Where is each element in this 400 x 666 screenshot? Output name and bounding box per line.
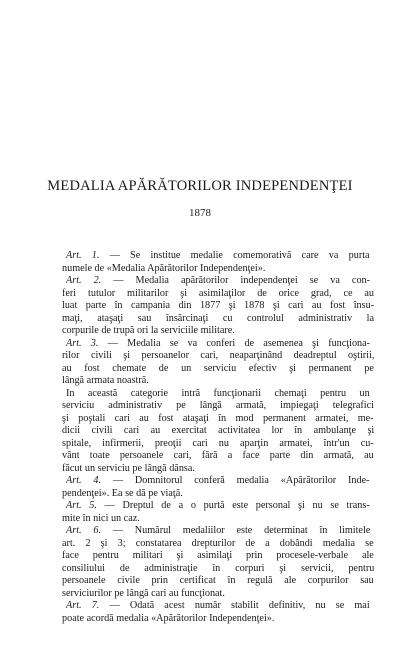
body-line: [62, 263, 374, 276]
body-line: [62, 588, 374, 601]
body-line: [62, 613, 374, 626]
line-text: dicii civili cari au exercitat activitatea lor în ambulanţe şi: [62, 425, 374, 436]
line-text: — Dreptul de a o purtă este personal şi nu se trans-: [96, 500, 370, 511]
body-line: [62, 400, 374, 413]
document-body: [62, 250, 374, 625]
line-text: feri tutulor militarilor şi asimilaţilor de orice grad, ce au: [62, 287, 374, 299]
body-line: [62, 475, 374, 488]
article-label: Art. 4.: [66, 475, 102, 486]
body-line: [62, 463, 374, 476]
body-line: [62, 350, 374, 363]
body-line: [62, 550, 374, 563]
line-text: — Domnitorul conferă medalia «Apărătorilor Inde-: [101, 475, 370, 486]
article-label: Art. 7.: [66, 600, 100, 611]
body-line: [62, 425, 374, 438]
body-line: [62, 500, 374, 513]
article-label: Art. 6.: [66, 525, 102, 536]
line-text: pendenţei». Ea se dă pe viaţă.: [62, 487, 183, 499]
body-line: [62, 538, 374, 551]
body-line: [62, 450, 374, 463]
body-line: [62, 513, 374, 526]
body-line: [62, 363, 374, 376]
line-text: — Medalia se va conferi de asemenea şi funcţiona-: [98, 337, 371, 349]
body-line: [62, 488, 374, 501]
document-title: MEDALIA APĂRĂTORILOR INDEPENDENŢEI: [47, 178, 353, 194]
line-text: şi poştali cari au fost ataşaţi în mod permanent armatei, me-: [62, 412, 374, 424]
body-line: [62, 275, 374, 288]
line-text: serviciurilor pe lângă cari au funcţionat.: [62, 587, 225, 599]
line-text: rilor civili şi persoanelor cari, neaparţinând deadreptul oştirii,: [62, 350, 374, 361]
body-line: [62, 313, 374, 326]
line-text: In această categorie intră funcţionarii chemaţi pentru un: [66, 387, 370, 399]
body-line: [62, 413, 374, 426]
line-text: face pentru militari şi asimilaţi prin procesele-verbale ale: [62, 550, 374, 561]
line-text: au fost chemate de un serviciu efectiv şi permanent pe: [62, 362, 374, 374]
line-text: — Odată acest număr stabilit definitiv, nu se mai: [99, 600, 370, 611]
body-line: [62, 338, 374, 351]
line-text: mite în nici un caz.: [62, 512, 140, 524]
body-line: [62, 325, 374, 338]
line-text: vânt toate persoanele cari, fără a face parte din armată, au: [62, 450, 374, 461]
line-text: luat parte în campania din 1877 şi 1878 şi cari au fost însu-: [62, 300, 374, 311]
line-text: — Se institue medalie comemorativă care va purta: [99, 250, 370, 261]
document-year: 1878: [189, 207, 211, 219]
article-label: Art. 1.: [66, 250, 100, 261]
body-line: [62, 525, 374, 538]
body-line: [62, 250, 374, 263]
body-line: [62, 300, 374, 313]
body-line: [62, 388, 374, 401]
body-line: [62, 375, 374, 388]
line-text: poate acordă medalia «Apărătorilor Independenţei».: [62, 612, 275, 624]
body-line: [62, 575, 374, 588]
line-text: făcut un serviciu pe lângă dânsa.: [62, 462, 195, 474]
article-label: Art. 2.: [66, 275, 102, 286]
body-line: [62, 600, 374, 613]
article-label: Art. 5.: [66, 500, 97, 511]
line-text: — Medalia apărătorilor independenţei se va con-: [101, 275, 371, 286]
line-text: corpurile de trupă ori la serviciile militare.: [62, 325, 235, 336]
line-text: lângă armata noastră.: [62, 375, 149, 386]
body-line: [62, 288, 374, 301]
body-line: [62, 438, 374, 451]
line-text: persoanele civile prin certificat în regulă ale corpurilor sau: [62, 575, 374, 586]
line-text: spitale, infirmerii, preoţii cari nu aparţin armatei, într'un cu-: [62, 437, 374, 449]
line-text: maţi, ataşaţi sau însărcinaţi cu controlul administrativ la: [62, 312, 374, 324]
line-text: numele de «Medalia Apărătorilor Independenţei».: [62, 262, 266, 274]
line-text: consiliului de administraţie în corpuri şi servicii, pentru: [62, 562, 374, 574]
line-text: — Numărul medaliilor este determinat în limitele: [101, 525, 371, 536]
body-line: [62, 563, 374, 576]
line-text: serviciu administrativ pe lângă armată, impiegaţi telegrafici: [62, 400, 374, 411]
article-label: Art. 3.: [66, 337, 99, 349]
line-text: art. 2 şi 3; constatarea drepturilor de a dobândi medalia se: [62, 537, 374, 549]
